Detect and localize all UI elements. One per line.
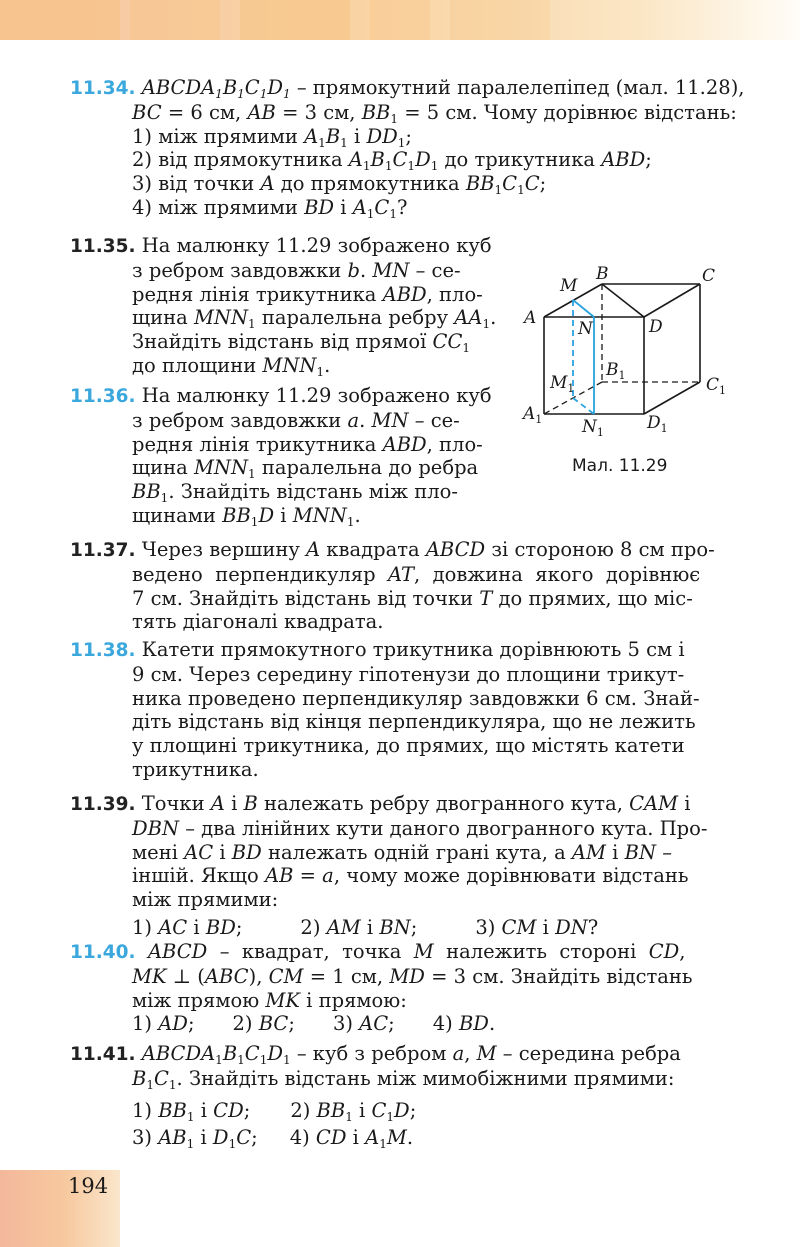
list-item: 2) від прямокутника $A_1B_1C_1D_1$ до трикутника ABD;	[132, 148, 652, 174]
problem-line: BC = 6 см, AB = 3 см, $BB_1 = 5$ см. Чому дорівнює відстань:	[132, 100, 737, 126]
problem-11-38: 11.38. Катети прямокутного трикутника дорівнюють 5 см і 9 см. Через середину гіпотенузи до площини трикут- ника проведено перпендикуляр завдовжки 6 см. Знай- діть відстань від кінця перпендикуляра, що не лежить у площині трикутника, до прямих, що містять катети трикутника.	[70, 638, 700, 781]
list-item: 4) між прямими BD і $A_1C_1$?	[132, 195, 408, 221]
problem-11-35: 11.35. На малюнку 11.29 зображено куб з ребром завдовжки b. MN – се- редня лінія трикутника ABD, пло- щина $MNN_1$ паралельна ребру $AA_1$. Знайдіть відстань від прямої $CC_1$ до площини $MNN_1$.	[70, 234, 497, 379]
label-B: B	[596, 264, 609, 284]
label-M: M	[560, 276, 578, 296]
problem-11-37: 11.37. Через вершину A квадрата ABCD зі стороною 8 см про- ведено перпендикуляр AT, довжина якого дорівнює 7 см. Знайдіть відстань від точки T до прямих, що міс- тять діагоналі квадрата.	[70, 538, 715, 634]
svg-text:D1: $D_1$	[647, 413, 668, 435]
svg-text:N1: $N_1$	[582, 417, 604, 439]
problem-number: 11.40.	[70, 942, 136, 963]
segment-MN	[573, 300, 594, 317]
problem-number: 11.38.	[70, 640, 136, 661]
svg-text:A1: $A_1$	[523, 404, 543, 426]
problem-number: 11.36.	[70, 386, 136, 407]
edge-CD	[644, 284, 700, 317]
page-number: 194	[68, 1174, 109, 1198]
problem-11-39: 11.39. Точки A і B належать ребру двогранного кута, CAM і DBN – два лінійних кути даного двогранного кута. Про- мені AC і BD належать одній грані кута, а AM і BN – іншій. Якщо AB = a, чому може дорівнювати відстань між прямими: 1) AC і BD; 2) AM і BN; 3) CM і DN?	[70, 792, 708, 939]
problem-number: 11.39.	[70, 794, 136, 815]
svg-text:B1: $B_1$	[606, 360, 626, 382]
svg-text:M1: $M_1$	[550, 373, 575, 395]
label-N: N	[578, 319, 593, 339]
problem-11-40: 11.40. ABCD – квадрат, точка M належить стороні CD, MK ⊥ (ABC), CM = 1 см, MD = 3 см. Знайдіть відстань між прямою MK і прямою: 1) AD; 2) BC; 3) AC; 4) BD.	[70, 940, 693, 1036]
label-C: C	[702, 266, 716, 286]
label-A: A	[524, 308, 537, 328]
edge-C1D1	[644, 382, 700, 414]
problem-11-41: 11.41. $ABCDA_1B_1C_1D_1$ – куб з ребром a, M – середина ребра $B_1C_1$. Знайдіть відстань між мимобіжними прямими: 1) $BB_1$ і CD; 2) $BB_1$ і $C_1D$; 3) $AB_1$ і $D_1C$; 4) CD і $A_1M$.	[70, 1042, 681, 1152]
problem-number: 11.35.	[70, 236, 136, 257]
problem-line: $ABCDA_1B_1C_1D_1$	[141, 76, 291, 101]
list-item: 1) між прямими $A_1B_1$ і $DD_1$;	[132, 124, 412, 150]
problem-number: 11.34.	[70, 78, 136, 99]
top-decorative-band	[0, 0, 800, 40]
problem-number: 11.41.	[70, 1044, 136, 1065]
segment-M1N1	[573, 398, 594, 414]
label-D: D	[649, 317, 663, 337]
list-item: 3) від точки A до прямокутника $BB_1C_1C$;	[132, 172, 547, 198]
figure-caption: Мал. 11.29	[572, 456, 668, 476]
cube-figure	[520, 262, 780, 482]
problem-11-34	[70, 76, 745, 220]
diagonal-BD	[602, 284, 644, 317]
problem-11-36: 11.36. На малюнку 11.29 зображено куб з ребром завдовжки a. MN – се- редня лінія трикутника ABD, пло- щина $MNN_1$ паралельна до ребра $BB_1$. Знайдіть відстань між пло- щинами $BB_1D$ і $MNN_1$.	[70, 384, 492, 529]
problem-line: – прямокутний паралелепіпед (мал. 11.28),	[296, 76, 745, 99]
svg-text:C1: $C_1$	[706, 375, 727, 397]
problem-number: 11.37.	[70, 540, 136, 561]
